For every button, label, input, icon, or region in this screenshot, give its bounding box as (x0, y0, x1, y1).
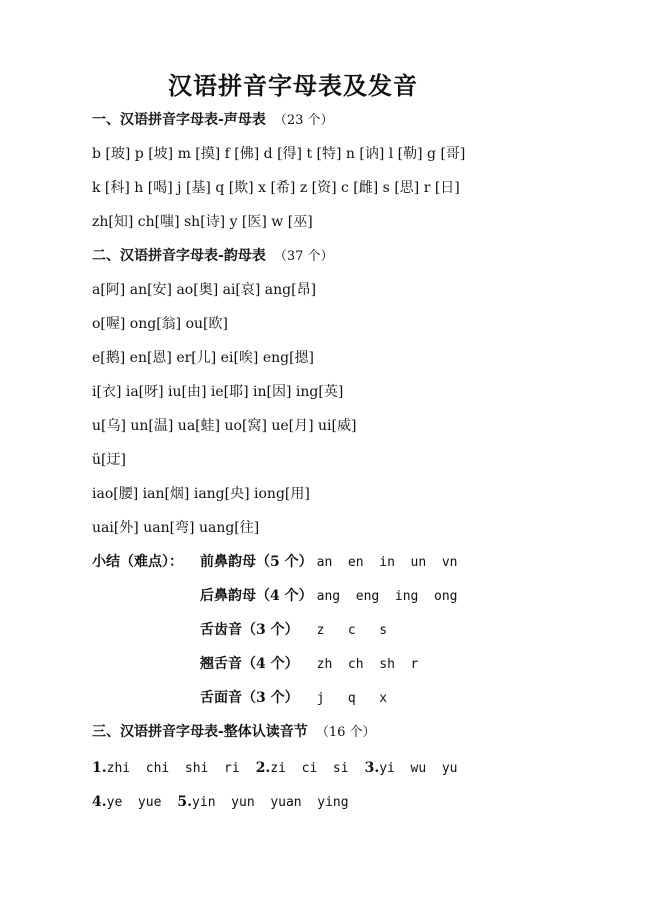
syllable-group-text: yi wu yu (379, 761, 458, 776)
section1-count: （23 个） (273, 113, 334, 128)
summary-item-letters: j q x (316, 691, 388, 706)
section3-count: （16 个） (315, 725, 376, 740)
finals-row: o[喔] ong[翁] ou[欧] (92, 316, 228, 332)
whole-syllables-row-2 (92, 792, 349, 813)
finals-row: ü[迂] (92, 452, 126, 468)
section3-heading-line (92, 722, 376, 743)
finals-row: iao[腰] ian[烟] iang[央] iong[用] (92, 486, 310, 502)
finals-row: i[衣] ia[呀] iu[由] ie[耶] in[因] ing[英] (92, 384, 344, 400)
syllable-group-number: 3. (364, 760, 380, 776)
summary-item-name: 前鼻韵母（5 个） (200, 554, 313, 570)
syllable-group-text: zhi chi shi ri (106, 761, 240, 776)
summary-item (200, 620, 387, 641)
syllable-group-number: 2. (255, 760, 271, 776)
section2-heading-line (92, 246, 334, 267)
syllable-group-text: zi ci si (270, 761, 349, 776)
summary-item (200, 586, 458, 607)
summary-item-name: 舌齿音（3 个） (200, 622, 299, 638)
summary-item (200, 552, 458, 573)
finals-row: e[鹅] en[恩] er[儿] ei[唉] eng[摁] (92, 350, 315, 366)
section1-heading: 一、汉语拼音字母表-声母表 (92, 112, 266, 128)
summary-item-letters: z c s (316, 623, 388, 638)
syllable-group-text: yin yun yuan ying (192, 795, 349, 810)
summary-item (200, 654, 418, 675)
summary-item-name: 后鼻韵母（4 个） (200, 588, 313, 604)
summary-item-letters: zh ch sh r (316, 657, 419, 672)
summary-item-letters: an en in un vn (316, 555, 458, 570)
finals-row: a[阿] an[安] ao[奥] ai[哀] ang[昂] (92, 282, 317, 298)
finals-row: u[乌] un[温] ua[蛙] uo[窝] ue[月] ui[威] (92, 418, 357, 434)
syllable-group-number: 5. (177, 794, 193, 810)
section2-heading: 二、汉语拼音字母表-韵母表 (92, 248, 266, 264)
syllable-group-number: 4. (92, 794, 107, 810)
finals-row: uai[外] uan[弯] uang[往] (92, 520, 260, 536)
summary-item-name: 舌面音（3 个） (200, 690, 299, 706)
summary-item-letters: ang eng ing ong (316, 589, 458, 604)
section3-heading: 三、汉语拼音字母表-整体认读音节 (92, 724, 308, 740)
initials-row-3: zh[知] ch[嗤] sh[诗] y [医] w [巫] (92, 214, 313, 230)
summary-label: 小结（难点）： (92, 554, 183, 570)
summary-item-name: 翘舌音（4 个） (200, 656, 299, 672)
syllable-group-text: ye yue (106, 795, 162, 810)
whole-syllables-row-1 (92, 758, 458, 779)
section2-count: （37 个） (273, 249, 334, 264)
initials-row-1: b [玻] p [坡] m [摸] f [佛] d [得] t [特] n [讷] l [勒] g [哥] (92, 146, 466, 162)
syllable-group-number: 1. (92, 760, 107, 776)
initials-row-2: k [科] h [喝] j [基] q [欺] x [希] z [资] c [雌] s [思] r [日] (92, 180, 460, 196)
section1-heading-line (92, 110, 334, 131)
summary-item (200, 688, 387, 709)
document-title: 汉语拼音字母表及发音 (168, 71, 418, 100)
